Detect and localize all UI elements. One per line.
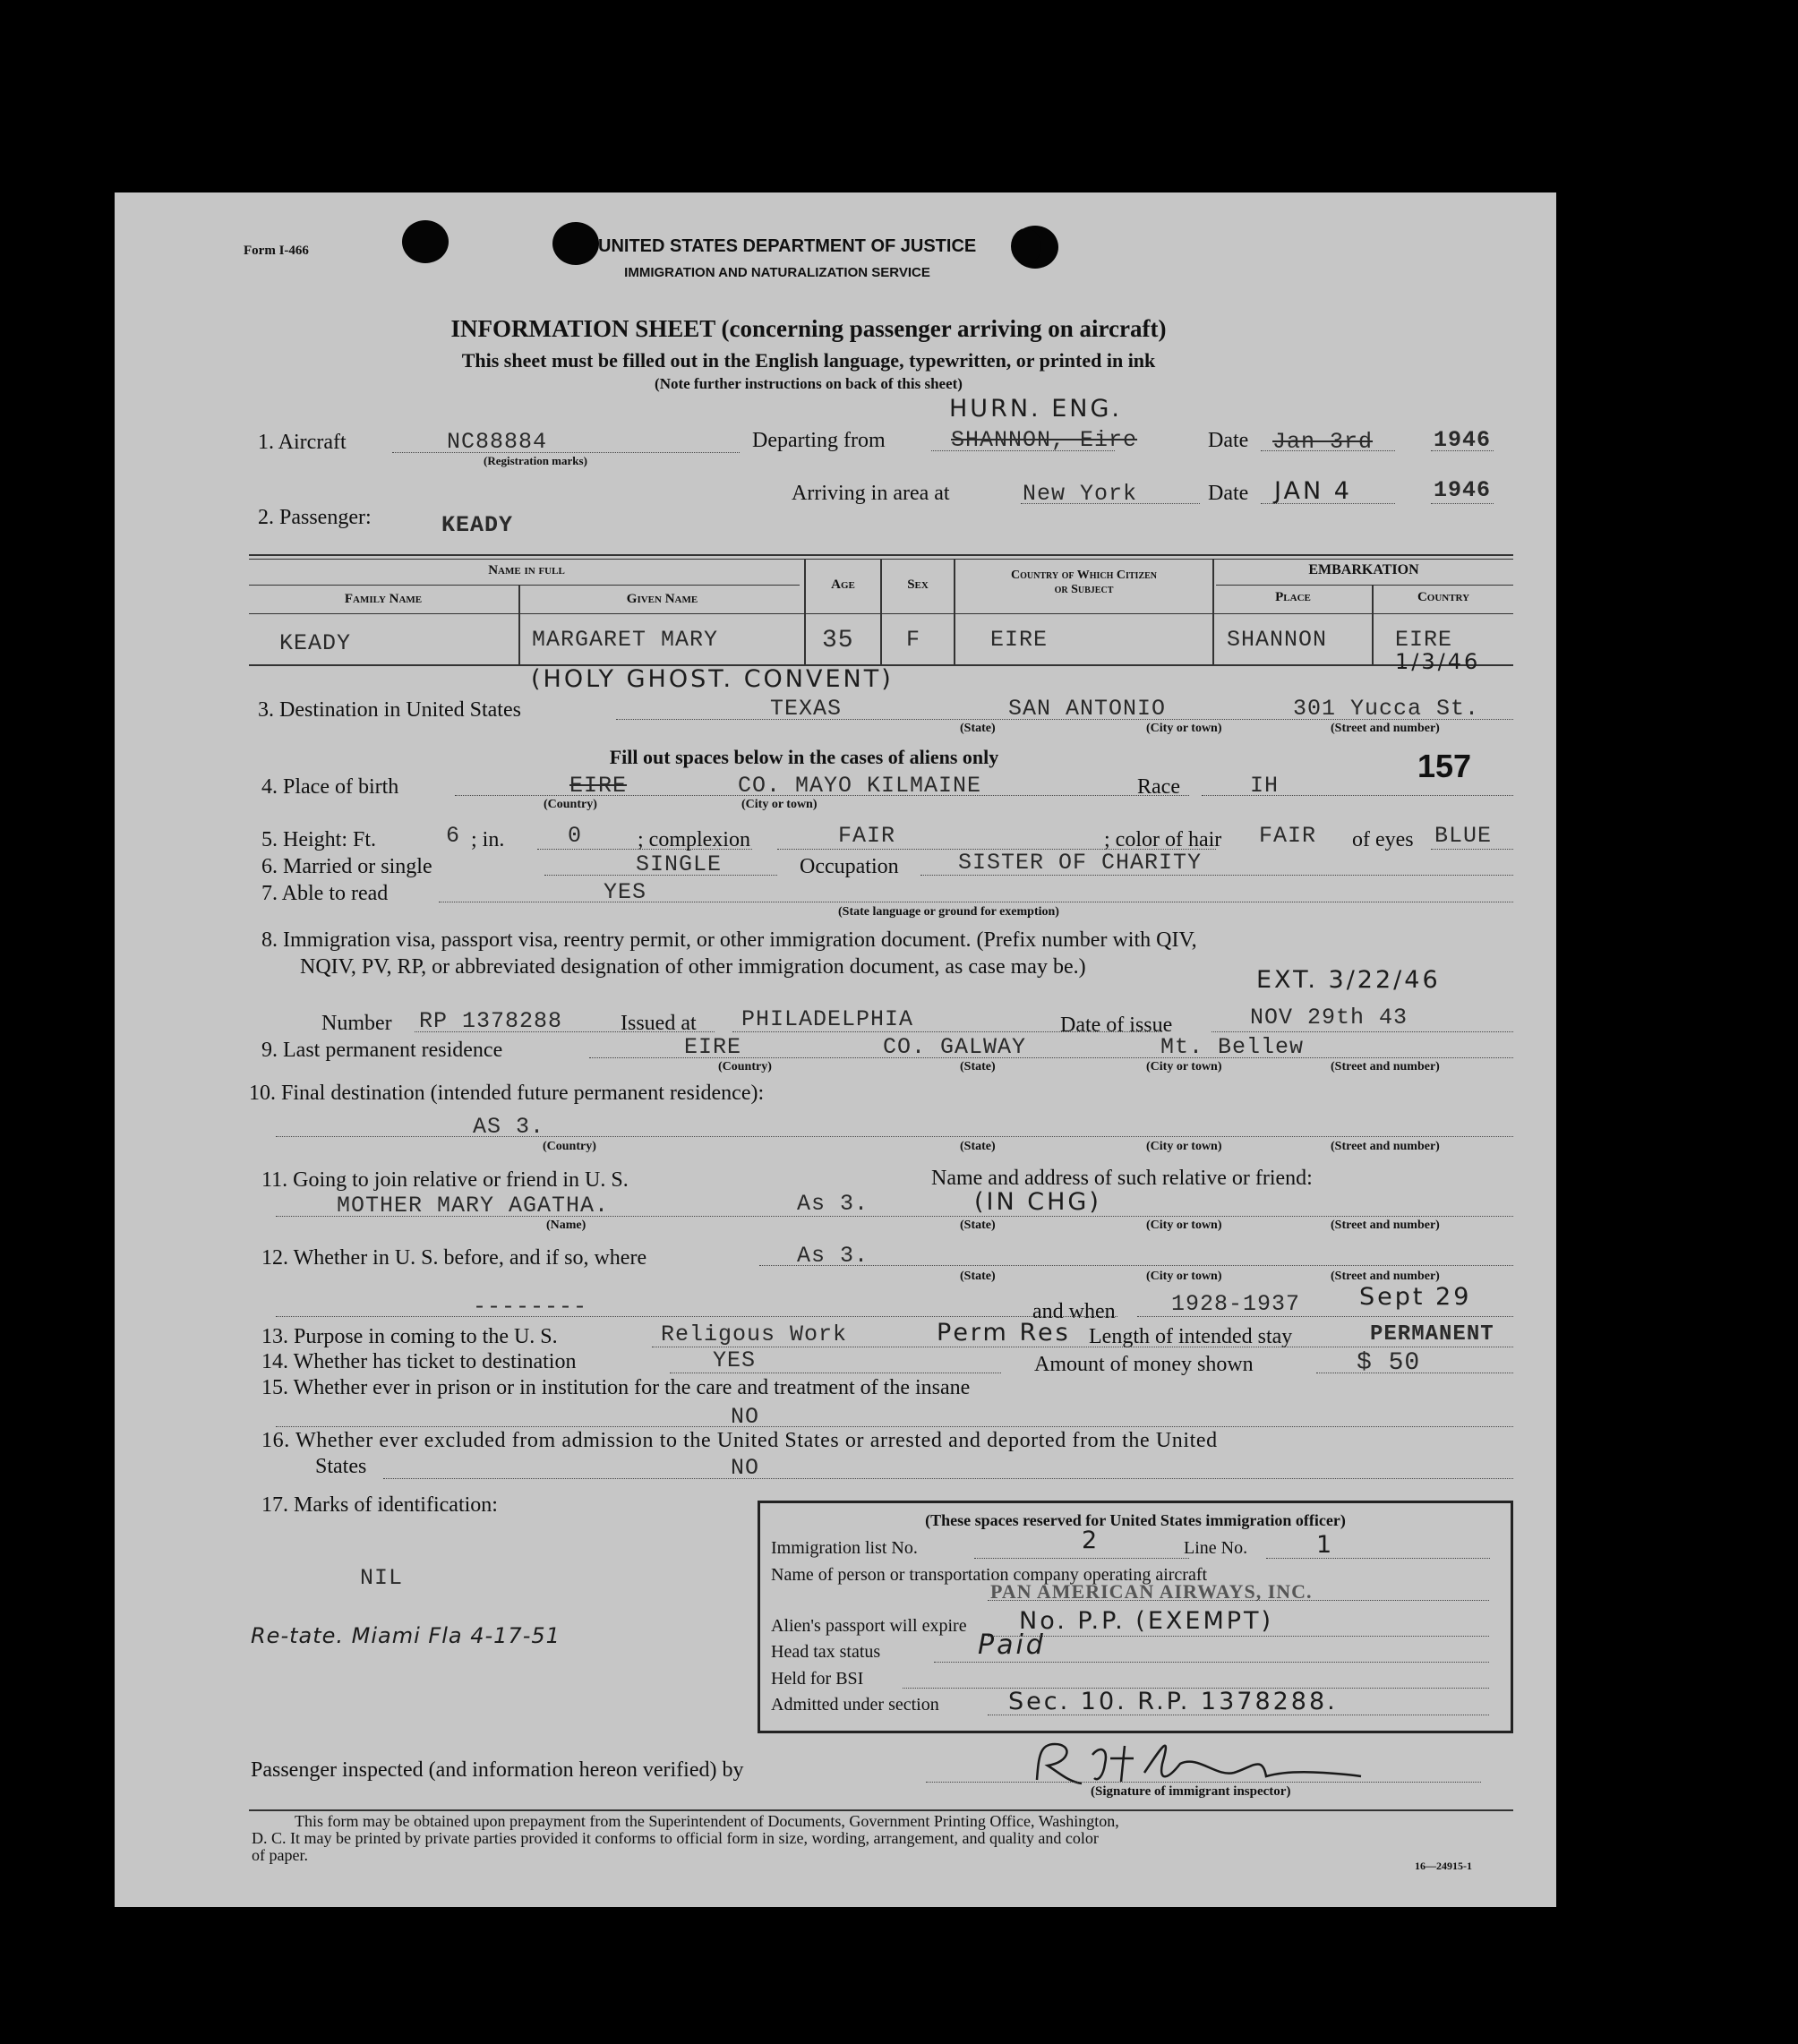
section-label: Admitted under section — [771, 1695, 939, 1715]
departing-label: Departing from — [752, 429, 886, 452]
arrive-date-label: Date — [1208, 482, 1249, 505]
inspection-label: Passenger inspected (and information hereon verified) by — [251, 1758, 744, 1782]
footer-code: 16—24915-1 — [1415, 1860, 1472, 1872]
eyes-label: of eyes — [1352, 828, 1414, 851]
previous-city-caption: (City or town) — [1146, 1270, 1222, 1283]
place-value: SHANNON — [1227, 627, 1328, 653]
birth-country: EIRE — [569, 773, 628, 799]
tax-value: Paid — [978, 1629, 1046, 1661]
residence-city: Mt. Bellew — [1160, 1034, 1305, 1060]
relative-address: As 3. — [797, 1191, 869, 1217]
when-note: Sept 29 — [1359, 1283, 1472, 1311]
money-value: $ 50 — [1357, 1349, 1421, 1377]
service-name: IMMIGRATION AND NATURALIZATION SERVICE — [624, 265, 930, 280]
destination-label: 3. Destination in United States — [258, 698, 521, 722]
ticket-label: 14. Whether has ticket to destination — [261, 1350, 577, 1373]
excluded-line1: 16. Whether ever excluded from admission to the United States or arrested and deported from the United — [261, 1429, 1218, 1452]
final-street-caption: (Street and number) — [1331, 1140, 1440, 1153]
marital-label: 6. Married or single — [261, 855, 432, 878]
relative-street-caption: (Street and number) — [1331, 1219, 1440, 1232]
signature-caption: (Signature of immigrant inspector) — [1091, 1784, 1291, 1799]
occupation-value: SISTER OF CHARITY — [958, 850, 1203, 876]
section-value: Sec. 10. R.P. 1378288. — [1008, 1688, 1338, 1715]
race-value: IH — [1250, 773, 1280, 799]
destination-state-caption: (State) — [960, 722, 996, 735]
passport-value: No. P.P. (EXEMPT) — [1019, 1607, 1274, 1635]
form-number: Form I-466 — [244, 244, 309, 258]
hair-label: ; color of hair — [1104, 828, 1222, 851]
stay-label: Length of intended stay — [1089, 1325, 1293, 1348]
country-note: 1/3/46 — [1395, 649, 1481, 674]
arriving-label: Arriving in area at — [792, 482, 950, 505]
officer-box-heading: (These spaces reserved for United States immigration officer) — [925, 1511, 1346, 1529]
excluded-line2: States — [315, 1455, 367, 1478]
depart-date-label: Date — [1208, 429, 1249, 452]
residence-city-caption: (City or town) — [1146, 1060, 1222, 1073]
marks-value: NIL — [360, 1565, 404, 1591]
read-label: 7. Able to read — [261, 882, 389, 905]
form-instruction: This sheet must be filled out in the English language, typewritten, or printed in ink — [461, 349, 1156, 372]
final-destination-value: AS 3. — [473, 1114, 545, 1140]
country-value: EIRE — [1395, 627, 1453, 653]
destination-street: 301 Yucca St. — [1293, 696, 1480, 722]
relative-label: 11. Going to join relative or friend in U. S. — [261, 1168, 629, 1192]
read-caption: (State language or ground for exemption) — [838, 905, 1059, 919]
punch-hole-center — [1011, 228, 1041, 264]
list-label: Immigration list No. — [771, 1538, 918, 1558]
destination-state: TEXAS — [770, 696, 843, 722]
immigration-doc-line2: NQIV, PV, RP, or abbreviated designation of other immigration document, as case may be.) — [300, 955, 1086, 979]
inspector-signature — [1028, 1737, 1368, 1791]
footer-line1: This form may be obtained upon prepayment from the Superintendent of Documents, Government Printing Office, Washington, — [295, 1812, 1119, 1830]
relative-name: MOTHER MARY AGATHA. — [337, 1193, 610, 1219]
relative-city-caption: (City or town) — [1146, 1219, 1222, 1232]
height-label: 5. Height: Ft. — [261, 828, 377, 851]
line-value: 1 — [1316, 1531, 1335, 1559]
when-label: and when — [1032, 1300, 1116, 1323]
passenger-value: KEADY — [441, 512, 514, 538]
purpose-label: 13. Purpose in coming to the U. S. — [261, 1325, 558, 1348]
citizen-value: EIRE — [990, 627, 1049, 653]
height-ft: 6 — [446, 823, 461, 849]
footer-line2: D. C. It may be printed by private parties provided it conforms to official form in size, wording, arrangement, and quality and color — [252, 1829, 1099, 1847]
relative-address-label: Name and address of such relative or friend: — [931, 1167, 1313, 1190]
birth-city: CO. MAYO KILMAINE — [738, 773, 982, 799]
previous-state-caption: (State) — [960, 1270, 996, 1283]
age-value: 35 — [822, 627, 854, 654]
carrier-label: Name of person or transportation company operating aircraft — [771, 1565, 1208, 1585]
read-value: YES — [604, 879, 647, 905]
prison-value: NO — [731, 1404, 760, 1430]
bsi-label: Held for BSI — [771, 1669, 864, 1689]
information-sheet-form — [115, 192, 1556, 1907]
eyes-value: BLUE — [1434, 823, 1493, 849]
marital-value: SINGLE — [636, 851, 723, 877]
prison-label: 15. Whether ever in prison or in institution for the care and treatment of the insane — [261, 1376, 971, 1399]
issue-date-label: Date of issue — [1060, 1013, 1173, 1037]
arrive-year: 1946 — [1434, 477, 1492, 503]
depart-year: 1946 — [1434, 427, 1492, 453]
complexion-label: ; complexion — [638, 828, 750, 851]
sex-value: F — [906, 627, 921, 653]
height-in-label: ; in. — [471, 828, 505, 851]
destination-street-caption: (Street and number) — [1331, 722, 1440, 735]
depart-date: Jan 3rd — [1272, 429, 1374, 455]
ticket-value: YES — [713, 1347, 757, 1373]
tax-label: Head tax status — [771, 1642, 881, 1662]
punch-hole-left — [402, 220, 449, 263]
destination-note: (HOLY GHOST. CONVENT) — [531, 665, 894, 693]
previous-street-caption: (Street and number) — [1331, 1270, 1440, 1283]
final-country-caption: (Country) — [543, 1140, 596, 1153]
doc-number-label: Number — [321, 1012, 392, 1035]
extension-note: EXT. 3/22/46 — [1256, 966, 1441, 994]
birth-label: 4. Place of birth — [261, 775, 399, 799]
relative-state-caption: (State) — [960, 1219, 996, 1232]
family-name-value: KEADY — [279, 630, 352, 656]
previous-visit-dash: -------- — [473, 1294, 588, 1320]
citizen-header-2: or Subject — [1054, 583, 1114, 596]
arriving-value: New York — [1023, 481, 1138, 507]
complexion-value: FAIR — [838, 823, 896, 849]
embarkation-header: EMBARKATION — [1308, 562, 1419, 577]
family-name-header: Family Name — [344, 592, 423, 606]
residence-state: CO. GALWAY — [883, 1034, 1027, 1060]
race-label: Race — [1137, 775, 1180, 799]
stamp-number: 157 — [1417, 748, 1472, 784]
issue-date: NOV 29th 43 — [1250, 1005, 1408, 1031]
final-state-caption: (State) — [960, 1140, 996, 1153]
given-name-header: Given Name — [626, 592, 698, 606]
footer-line3: of paper. — [252, 1846, 308, 1864]
final-city-caption: (City or town) — [1146, 1140, 1222, 1153]
departing-value: SHANNON, Eire — [951, 427, 1138, 453]
previous-visit-label: 12. Whether in U. S. before, and if so, where — [261, 1246, 647, 1270]
aliens-heading: Fill out spaces below in the cases of aliens only — [609, 746, 999, 768]
sex-header: Sex — [907, 577, 929, 592]
punch-hole-middle — [552, 222, 599, 265]
excluded-value: NO — [731, 1455, 760, 1481]
previous-visit-value: As 3. — [797, 1243, 869, 1269]
line-label: Line No. — [1184, 1538, 1248, 1558]
form-title: INFORMATION SHEET (concerning passenger arriving on aircraft) — [450, 315, 1167, 342]
name-in-full-header: Name in full — [488, 563, 565, 577]
immigration-doc-line1: 8. Immigration visa, passport visa, reentry permit, or other immigration document. (Prefix number with QIV, — [261, 928, 1197, 952]
age-header: Age — [831, 577, 855, 592]
given-name-value: MARGARET MARY — [532, 627, 719, 653]
birth-country-caption: (Country) — [544, 798, 597, 811]
destination-city: SAN ANTONIO — [1008, 696, 1167, 722]
purpose-value: Religous Work — [661, 1321, 848, 1347]
purpose-note: Perm Res — [937, 1319, 1071, 1347]
relative-name-caption: (Name) — [546, 1219, 586, 1232]
passport-label: Alien's passport will expire — [771, 1616, 967, 1636]
aircraft-value: NC88884 — [447, 429, 548, 455]
residence-state-caption: (State) — [960, 1060, 996, 1073]
residence-country-caption: (Country) — [718, 1060, 772, 1073]
issued-at: PHILADELPHIA — [741, 1006, 914, 1032]
carrier-value: PAN AMERICAN AIRWAYS, INC. — [990, 1580, 1313, 1603]
place-header: Place — [1275, 590, 1311, 604]
registration-caption: (Registration marks) — [484, 454, 587, 467]
aircraft-label: 1. Aircraft — [258, 431, 347, 454]
stay-value: PERMANENT — [1370, 1322, 1494, 1347]
when-value: 1928-1937 — [1171, 1291, 1301, 1317]
birth-city-caption: (City or town) — [741, 798, 818, 811]
departing-correction: HURN. ENG. — [949, 395, 1122, 423]
relative-note: (IN CHG) — [974, 1188, 1101, 1216]
doc-number: RP 1378288 — [419, 1008, 563, 1034]
occupation-label: Occupation — [800, 855, 899, 878]
arrive-date: JAN 4 — [1274, 477, 1352, 505]
hair-value: FAIR — [1259, 823, 1317, 849]
final-destination-label: 10. Final destination (intended future permanent residence): — [249, 1082, 765, 1105]
residence-label: 9. Last permanent residence — [261, 1039, 503, 1062]
country-header: Country — [1417, 590, 1470, 604]
department-name: UNITED STATES DEPARTMENT OF JUSTICE — [598, 236, 977, 256]
residence-street-caption: (Street and number) — [1331, 1060, 1440, 1073]
list-value: 2 — [1082, 1527, 1100, 1554]
residence-country: EIRE — [684, 1034, 742, 1060]
money-label: Amount of money shown — [1034, 1353, 1254, 1376]
form-note: (Note further instructions on back of this sheet) — [655, 375, 963, 392]
height-in: 0 — [568, 823, 583, 849]
issued-at-label: Issued at — [621, 1012, 697, 1035]
citizen-header-1: Country of Which Citizen — [1010, 569, 1158, 582]
footer-rule — [249, 1809, 1513, 1811]
passenger-label: 2. Passenger: — [258, 506, 372, 529]
destination-city-caption: (City or town) — [1146, 722, 1222, 735]
marks-label: 17. Marks of identification: — [261, 1493, 498, 1517]
retake-note: Re-tate. Miami Fla 4-17-51 — [251, 1623, 561, 1648]
